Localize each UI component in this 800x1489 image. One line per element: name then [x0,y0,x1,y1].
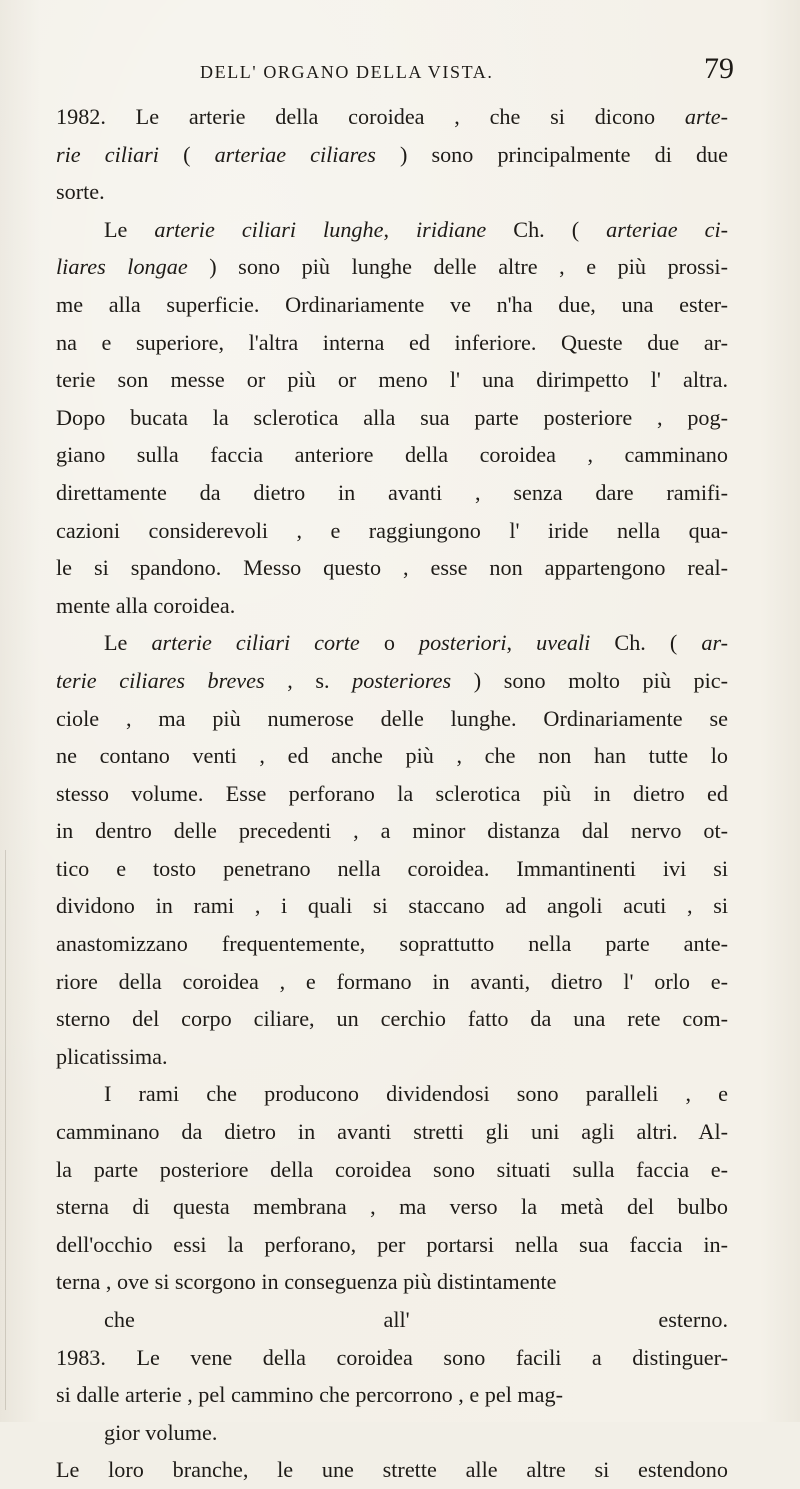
text-run: terna , ove si scorgono in conseguenza più distintamente [56,1269,557,1295]
text-run: ciole , ma più numerose delle lunghe. Ordinariamente se [56,705,728,731]
text-line [56,474,728,512]
text-line [56,1113,728,1151]
body-text [56,98,728,1489]
text-run: che all' esterno. [104,1307,728,1332]
text-run: mente alla coroidea. [56,592,236,618]
text-run: Ch. ( [590,630,702,656]
text-line [56,887,728,925]
text-line [56,436,728,474]
text-line [56,1339,728,1377]
text-run: 1983. Le vene della coroidea sono facili a distinguer- [56,1344,728,1370]
text-line [56,850,728,888]
text-run: ( [158,141,215,167]
page-number: 79 [704,52,734,85]
text-line [56,173,728,211]
text-line [56,136,728,174]
text-line [56,1226,728,1264]
text-run: plicatissima. [56,1043,168,1069]
text-run: , [506,630,537,656]
italic-term: arterie ciliari corte [151,630,360,656]
text-run: Ch. ( [486,216,607,242]
text-run: , [383,216,417,242]
text-run: in dentro delle precedenti , a minor distanza dal nervo ot- [56,818,728,844]
italic-term: arteriae ciliares [214,141,376,167]
text-line [56,211,728,249]
text-run: gior volume. [104,1419,218,1445]
text-run: Le loro branche, le une strette alle altre si estendono [56,1457,728,1483]
text-run: direttamente da dietro in avanti , senza dare ramifi- [56,479,728,505]
italic-term: ar- [701,630,728,656]
italic-term: posteriores [352,667,452,693]
text-run: tico e tosto penetrano nella coroidea. Immantinenti ivi si [56,855,728,881]
italic-term: arte- [684,104,728,129]
text-line [56,963,728,1001]
text-run: ) sono principalmente di due [375,141,728,167]
text-line [56,624,728,662]
text-line [56,700,728,738]
text-line [56,925,728,963]
italic-term: arteriae ci- [606,216,728,242]
italic-term: iridiane [416,216,487,242]
text-run: o [359,630,419,656]
text-run: Dopo bucata la sclerotica alla sua parte posteriore , pog- [56,404,728,430]
italic-term: posteriori [418,630,507,656]
text-line [56,1188,728,1226]
italic-term: uveali [536,630,591,656]
text-line [56,662,728,700]
text-run: terie son messe or più or meno l' una dirimpetto l' altra. [56,367,728,393]
text-run: ) sono molto più pic- [451,667,728,693]
text-run: le si spandono. Messo questo , esse non appartengono real- [56,555,728,581]
text-run: dividono in rami , i quali si staccano ad angoli acuti , si [56,893,728,919]
italic-term: liares longae [56,254,188,280]
text-line [56,1000,728,1038]
text-line [56,324,728,362]
text-run: 1982. Le arterie della coroidea , che si dicono [56,104,685,129]
text-line [56,775,728,813]
text-line [56,248,728,286]
italic-term: terie ciliares breves [56,667,265,693]
text-line [56,399,728,437]
text-line [56,1151,728,1189]
text-run: giano sulla faccia anteriore della coroidea , camminano [56,442,728,468]
text-run: sorte. [56,179,105,205]
text-line [56,812,728,850]
text-run: camminano da dietro in avanti stretti gli uni agli altri. Al- [56,1119,728,1145]
text-run: stesso volume. Esse perforano la sclerotica più in dietro ed [56,780,728,806]
text-run: Le [104,630,152,656]
text-line [56,587,728,625]
text-line [56,286,728,324]
text-run: sterna di questa membrana , ma verso la metà del bulbo [56,1194,728,1220]
page-edge-shadow [5,850,6,1410]
text-run: dell'occhio essi la perforano, per portarsi nella sua faccia in- [56,1231,728,1257]
text-line [56,1038,728,1076]
running-head: DELL' ORGANO DELLA VISTA. [200,62,494,82]
text-run: anastomizzano frequentemente, soprattutto nella parte ante- [56,931,728,957]
text-line [56,1075,728,1113]
page-header [0,52,800,92]
text-line [56,1263,728,1301]
text-run: me alla superficie. Ordinariamente ve n'ha due, una ester- [56,291,728,317]
text-line [56,1451,728,1489]
text-run: cazioni considerevoli , e raggiungono l' iride nella qua- [56,517,728,543]
text-line [56,361,728,399]
text-run: Le [104,216,155,242]
text-line [56,1376,728,1414]
text-line [56,1414,728,1452]
text-line [56,737,728,775]
italic-term: arterie ciliari lunghe [154,216,384,242]
text-run: ) sono più lunghe delle altre , e più prossi- [187,254,728,280]
text-run: I rami che producono dividendosi sono paralleli , e [104,1081,728,1107]
text-run: sterno del corpo ciliare, un cerchio fatto da una rete com- [56,1006,728,1032]
text-run: , s. [264,667,353,693]
text-run: si dalle arterie , pel cammino che percorrono , e pel mag- [56,1382,564,1408]
text-line [56,512,728,550]
text-run: ne contano venti , ed anche più , che non han tutte lo [56,743,728,769]
text-run: la parte posteriore della coroidea sono situati sulla faccia e- [56,1156,728,1182]
text-run: na e superiore, l'altra interna ed inferiore. Queste due ar- [56,329,728,355]
italic-term: rie ciliari [56,141,159,167]
text-line [56,549,728,587]
text-line [56,98,728,136]
text-line [56,1301,728,1339]
text-run: riore della coroidea , e formano in avanti, dietro l' orlo e- [56,968,728,994]
